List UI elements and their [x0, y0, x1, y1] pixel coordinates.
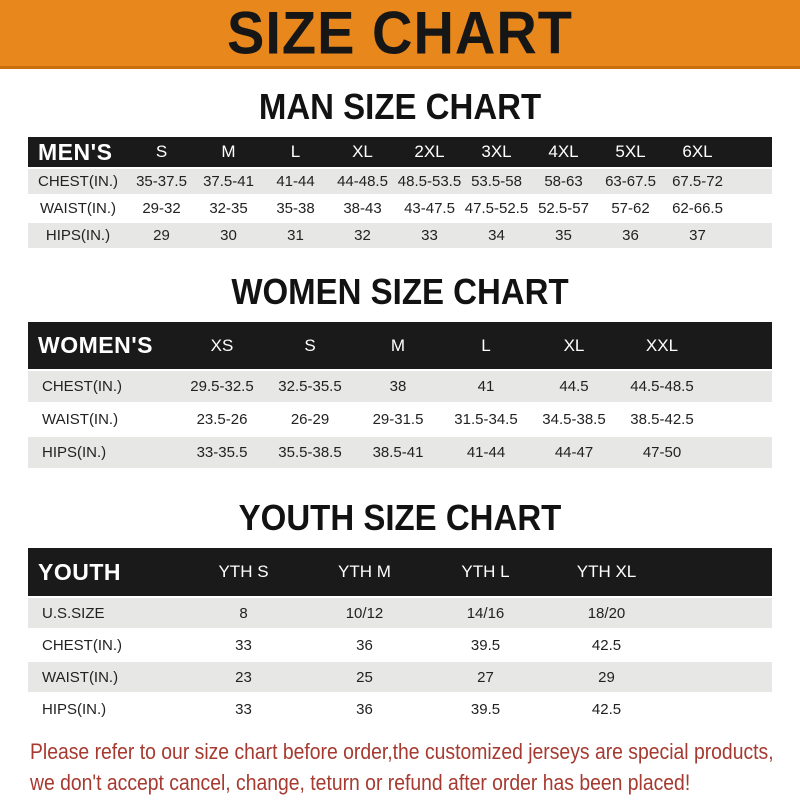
women-col-header: XXL — [618, 322, 706, 371]
youth-col-header: YTH S — [183, 548, 304, 598]
spacer-cell — [667, 694, 772, 726]
youth-row-hips — [28, 694, 772, 726]
youth-row-ussize — [28, 598, 772, 630]
cell: 63-67.5 — [597, 169, 664, 196]
men-table-title: MEN'S — [28, 137, 128, 169]
spacer-cell — [706, 404, 772, 437]
cell: 35-37.5 — [128, 169, 195, 196]
cell: 31 — [262, 223, 329, 250]
cell: 38-43 — [329, 196, 396, 223]
women-col-header: S — [266, 322, 354, 371]
cell: 29 — [546, 662, 667, 694]
cell: 33-35.5 — [178, 437, 266, 470]
women-size-table — [28, 322, 772, 470]
row-label: HIPS(IN.) — [28, 437, 178, 470]
women-table-header-row — [28, 322, 772, 371]
cell: 35.5-38.5 — [266, 437, 354, 470]
cell: 34 — [463, 223, 530, 250]
section-youth — [0, 497, 800, 726]
cell: 29-31.5 — [354, 404, 442, 437]
cell: 42.5 — [546, 694, 667, 726]
section-men — [0, 86, 800, 250]
spacer-cell — [706, 437, 772, 470]
women-col-header: XS — [178, 322, 266, 371]
spacer-cell — [731, 196, 772, 223]
section-title-men: MAN SIZE CHART — [258, 86, 542, 127]
cell: 32 — [329, 223, 396, 250]
men-col-header: 2XL — [396, 137, 463, 169]
cell: 38.5-41 — [354, 437, 442, 470]
cell: 26-29 — [266, 404, 354, 437]
row-label: CHEST(IN.) — [28, 371, 178, 404]
cell: 41-44 — [442, 437, 530, 470]
cell: 36 — [597, 223, 664, 250]
women-col-header: L — [442, 322, 530, 371]
cell: 42.5 — [546, 630, 667, 662]
men-col-header: S — [128, 137, 195, 169]
women-row-chest — [28, 371, 772, 404]
cell: 31.5-34.5 — [442, 404, 530, 437]
youth-row-waist — [28, 662, 772, 694]
cell: 39.5 — [425, 630, 546, 662]
youth-col-header: YTH M — [304, 548, 425, 598]
spacer-cell — [667, 662, 772, 694]
men-table-header-row — [28, 137, 772, 169]
men-size-table — [28, 137, 772, 250]
cell: 35 — [530, 223, 597, 250]
women-row-hips — [28, 437, 772, 470]
row-label: HIPS(IN.) — [28, 694, 183, 726]
cell: 36 — [304, 630, 425, 662]
youth-col-header: YTH L — [425, 548, 546, 598]
men-col-header: M — [195, 137, 262, 169]
cell: 62-66.5 — [664, 196, 731, 223]
row-label: HIPS(IN.) — [28, 223, 128, 250]
cell: 25 — [304, 662, 425, 694]
row-label: U.S.SIZE — [28, 598, 183, 630]
cell: 44-47 — [530, 437, 618, 470]
notice-line-2: we don't accept cancel, change, teturn or refund after order has been placed! — [30, 770, 691, 795]
cell: 33 — [183, 630, 304, 662]
youth-col-header: YTH XL — [546, 548, 667, 598]
banner-title: SIZE CHART — [227, 0, 573, 67]
cell: 27 — [425, 662, 546, 694]
row-label: CHEST(IN.) — [28, 630, 183, 662]
cell: 29.5-32.5 — [178, 371, 266, 404]
cell: 39.5 — [425, 694, 546, 726]
men-col-header: 4XL — [530, 137, 597, 169]
youth-size-table — [28, 548, 772, 726]
row-label: WAIST(IN.) — [28, 404, 178, 437]
cell: 32-35 — [195, 196, 262, 223]
cell: 33 — [396, 223, 463, 250]
cell: 41 — [442, 371, 530, 404]
cell: 18/20 — [546, 598, 667, 630]
section-title-women: WOMEN SIZE CHART — [231, 271, 569, 312]
cell: 47.5-52.5 — [463, 196, 530, 223]
cell: 67.5-72 — [664, 169, 731, 196]
cell: 23.5-26 — [178, 404, 266, 437]
men-col-header: 5XL — [597, 137, 664, 169]
spacer-cell — [667, 548, 772, 598]
cell: 58-63 — [530, 169, 597, 196]
cell: 32.5-35.5 — [266, 371, 354, 404]
men-col-header: 3XL — [463, 137, 530, 169]
row-label: WAIST(IN.) — [28, 196, 128, 223]
cell: 52.5-57 — [530, 196, 597, 223]
cell: 36 — [304, 694, 425, 726]
cell: 53.5-58 — [463, 169, 530, 196]
cell: 14/16 — [425, 598, 546, 630]
cell: 41-44 — [262, 169, 329, 196]
cell: 47-50 — [618, 437, 706, 470]
spacer-cell — [731, 223, 772, 250]
men-col-header: 6XL — [664, 137, 731, 169]
spacer-cell — [667, 598, 772, 630]
cell: 35-38 — [262, 196, 329, 223]
row-label: WAIST(IN.) — [28, 662, 183, 694]
women-row-waist — [28, 404, 772, 437]
section-women — [0, 271, 800, 470]
cell: 38 — [354, 371, 442, 404]
men-row-chest — [28, 169, 772, 196]
men-col-header: L — [262, 137, 329, 169]
youth-table-header-row — [28, 548, 772, 598]
cell: 23 — [183, 662, 304, 694]
youth-table-title: YOUTH — [28, 548, 183, 598]
cell: 44.5 — [530, 371, 618, 404]
cell: 37.5-41 — [195, 169, 262, 196]
cell: 30 — [195, 223, 262, 250]
notice-line-1: Please refer to our size chart before order,the customized jerseys are special products, — [30, 739, 774, 764]
spacer-cell — [731, 137, 772, 169]
cell: 34.5-38.5 — [530, 404, 618, 437]
cell: 37 — [664, 223, 731, 250]
cell: 44-48.5 — [329, 169, 396, 196]
spacer-cell — [706, 371, 772, 404]
cell: 48.5-53.5 — [396, 169, 463, 196]
spacer-cell — [731, 169, 772, 196]
cell: 29 — [128, 223, 195, 250]
men-row-waist — [28, 196, 772, 223]
cell: 57-62 — [597, 196, 664, 223]
section-title-youth: YOUTH SIZE CHART — [238, 497, 562, 538]
women-col-header: XL — [530, 322, 618, 371]
cell: 38.5-42.5 — [618, 404, 706, 437]
footer-notice — [30, 736, 800, 798]
men-col-header: XL — [329, 137, 396, 169]
spacer-cell — [706, 322, 772, 371]
men-row-hips — [28, 223, 772, 250]
cell: 29-32 — [128, 196, 195, 223]
cell: 43-47.5 — [396, 196, 463, 223]
youth-row-chest — [28, 630, 772, 662]
women-col-header: M — [354, 322, 442, 371]
banner — [0, 0, 800, 69]
cell: 33 — [183, 694, 304, 726]
spacer-cell — [667, 630, 772, 662]
row-label: CHEST(IN.) — [28, 169, 128, 196]
cell: 44.5-48.5 — [618, 371, 706, 404]
women-table-title: WOMEN'S — [28, 322, 178, 371]
cell: 8 — [183, 598, 304, 630]
cell: 10/12 — [304, 598, 425, 630]
